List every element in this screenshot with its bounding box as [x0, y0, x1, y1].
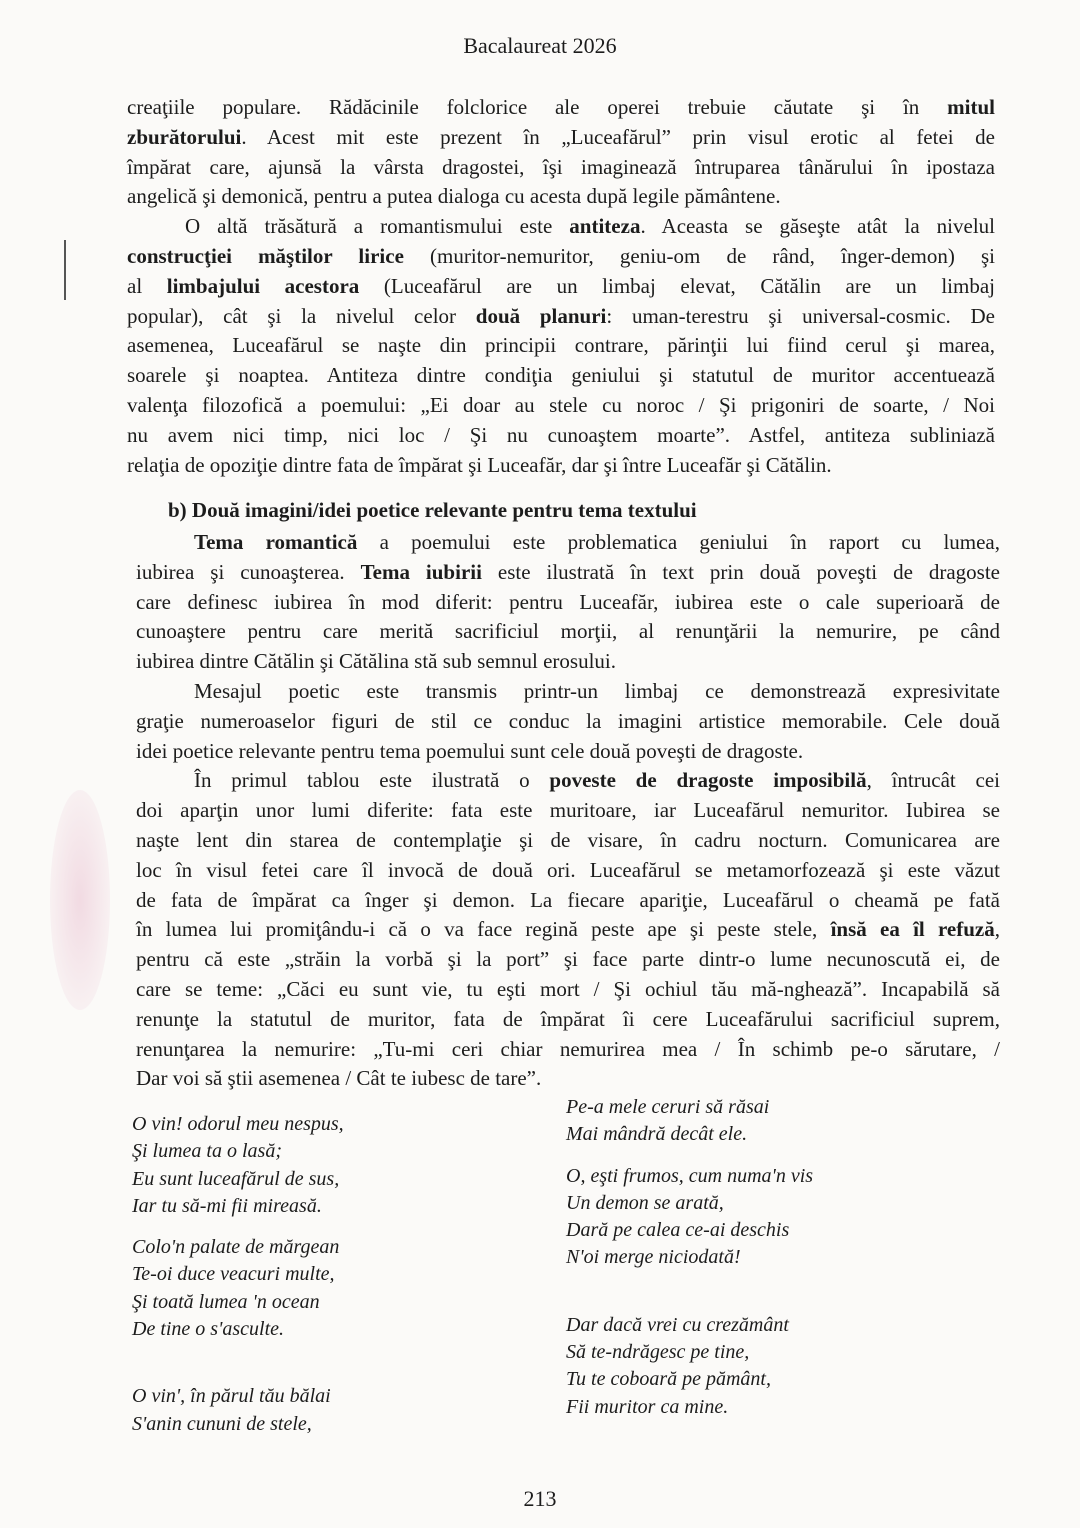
- text-segment: renunţe la statutul de muritor, fata de împărat îi cere Luceafărului sacrificiul suprem,: [136, 1006, 1000, 1031]
- poem-verse: S'anin cununi de stele,: [132, 1412, 312, 1435]
- text-line: [136, 945, 1000, 975]
- text-segment: (muritor-nemuritor, geniu-om de rând, înger-demon) şi: [403, 243, 995, 268]
- text-line: [136, 886, 1000, 916]
- poem-verse: Fii muritor ca mine.: [566, 1395, 729, 1418]
- poem-verse: Te-oi duce veacuri multe,: [132, 1263, 335, 1286]
- bold-term: Tema iubirii: [360, 559, 482, 584]
- text-segment: : uman-terestru şi universal-cosmic. De: [606, 303, 995, 328]
- text-segment: popular), cât şi la nivelul celor: [127, 303, 476, 328]
- text-segment: iubirea dintre Cătălin şi Cătălina stă sub semnul erosului.: [136, 649, 616, 674]
- text-line: [127, 272, 995, 302]
- text-segment: loc în visul fetei care îl invocă de două ori. Luceafărul se metamorfozează şi este văzut: [136, 857, 1000, 882]
- poem-verse: N'oi merge niciodată!: [566, 1246, 741, 1269]
- text-line: [127, 391, 995, 421]
- bold-term: Tema romantică: [194, 530, 358, 554]
- text-line: [127, 123, 995, 153]
- text-segment: împărat care, ajunsă la vârsta dragostei, îşi imaginează întruparea tânărului în ipostaza: [127, 154, 995, 179]
- poem-verse: Şi lumea ta o lasă;: [132, 1140, 282, 1163]
- text-line: [136, 677, 1000, 707]
- text-segment: În primul tablou este ilustrată o: [194, 768, 550, 793]
- text-segment: renunţarea la nemurire: „Tu-mi ceri chiar nemurirea mea / În schimb pe-o sărutare, /: [136, 1036, 1000, 1061]
- text-segment: relaţia de opoziţie dintre fata de împărat şi Luceafăr, dar şi între Luceafăr şi Cătălin.: [127, 452, 832, 477]
- text-line: [136, 647, 1000, 677]
- text-segment: O altă trăsătură a romantismului este: [185, 214, 570, 239]
- poem-stanza: [566, 1312, 813, 1421]
- text-segment: . Aceasta se găseşte atât la nivelul: [640, 214, 995, 239]
- text-line: [127, 302, 995, 332]
- text-segment: care se teme: „Căci eu sunt vie, tu eşti mort / Şi ochiul tău mă-nghează”. Incapabilă să: [136, 976, 1000, 1001]
- text-segment: soarele şi noaptea. Antiteza dintre condiţia geniului şi statutul de muritor accentuează: [127, 363, 995, 388]
- text-line: [136, 588, 1000, 618]
- text-segment: care definesc iubirea în mod diferit: pentru Luceafăr, iubirea este o cale superioară de: [136, 589, 1000, 614]
- poem-verse: Un demon se arată,: [566, 1191, 724, 1214]
- text-segment: nu avem nici timp, nici loc / Şi nu cunoaştem moarte”. Astfel, antiteza subliniază: [127, 422, 995, 447]
- text-segment: a poemului este problematica geniului în raport cu lumea,: [357, 530, 1001, 554]
- bold-term: mitul: [947, 95, 995, 119]
- text-line: [127, 361, 995, 391]
- text-line: [136, 1064, 1000, 1094]
- poem-stanza: [132, 1234, 344, 1343]
- text-line: [136, 707, 1000, 737]
- text-line: [127, 212, 995, 242]
- text-segment: este ilustrată în text prin două poveşti de dragoste: [481, 559, 1000, 584]
- text-segment: cunoaştere pentru care merită sacrificiul morţii, al renunţării la nemurire, pe când: [136, 619, 1000, 644]
- bold-term: însă ea îl refuză: [830, 917, 995, 942]
- text-line: [136, 856, 1000, 886]
- text-segment: iubirea şi cunoaşterea.: [136, 559, 361, 584]
- page-stain: [50, 790, 110, 1010]
- text-segment: în lumea lui promiţându-i că o va face regină peste ape şi peste stele,: [136, 917, 831, 942]
- text-line: [127, 93, 995, 123]
- text-segment: ,: [994, 917, 1000, 942]
- text-block-romanticism: [127, 93, 995, 480]
- text-line: [136, 737, 1000, 767]
- poem-left-column: [132, 1111, 344, 1438]
- poem-verse: De tine o s'asculte.: [132, 1318, 285, 1341]
- text-line: [127, 421, 995, 451]
- poem-verse: Iar tu să-mi fii mireasă.: [132, 1194, 322, 1217]
- text-segment: Mesajul poetic este transmis printr-un limbaj ce demonstrează expresivitate: [194, 678, 1000, 703]
- text-segment: graţie numeroaselor figuri de stil ce conduc la imagini artistice memorabile. Cele două: [136, 708, 1000, 733]
- text-line: [136, 766, 1000, 796]
- page-number: 213: [523, 1486, 557, 1511]
- text-segment: angelică şi demonică, pentru a putea dialoga cu acesta după legile pământene.: [127, 184, 781, 209]
- text-segment: (Luceafărul are un limbaj elevat, Cătălin are un limbaj: [359, 273, 995, 298]
- poem-right-column: [566, 1094, 813, 1421]
- text-line: [136, 558, 1000, 588]
- poem-verse: Dară pe calea ce-ai deschis: [566, 1219, 790, 1242]
- text-segment: Dar voi să ştii asemenea / Cât te iubesc de tare”.: [136, 1066, 542, 1091]
- poem-stanza: [132, 1383, 344, 1438]
- text-line: [127, 182, 995, 212]
- poem-verse: O vin', în părul tău bălai: [132, 1385, 331, 1408]
- poem-stanza: [132, 1111, 344, 1220]
- section-b-heading: b) Două imagini/idei poetice relevante pentru tema textului: [168, 498, 697, 522]
- poem-stanza: [566, 1094, 813, 1149]
- text-line: [136, 1005, 1000, 1035]
- poem-verse: O, eşti frumos, cum numa'n vis: [566, 1164, 814, 1187]
- bold-term: zburătorului: [127, 124, 242, 149]
- poem-verse: Dar dacă vrei cu crezământ: [566, 1313, 789, 1336]
- poem-verse: Şi toată lumea 'n ocean: [132, 1290, 320, 1313]
- bold-term: poveste de dragoste imposibilă: [549, 768, 867, 793]
- text-line: [136, 975, 1000, 1005]
- text-block-poetic-ideas: [136, 528, 1000, 1094]
- poem-verse: O vin! odorul meu nespus,: [132, 1113, 344, 1135]
- text-segment: valenţa filozofică a poemului: „Ei doar au stele cu noroc / Şi prigoniri de soarte, / Noi: [127, 392, 995, 417]
- text-line: [127, 153, 995, 183]
- text-segment: creaţiile populare. Rădăcinile folclorice ale operei trebuie căutate şi în: [127, 95, 948, 119]
- bold-term: limbajului acestora: [166, 273, 360, 298]
- text-line: [127, 242, 995, 272]
- poem-verse: Tu te coboară pe pământ,: [566, 1368, 771, 1391]
- text-line: [127, 451, 995, 481]
- running-header: Bacalaureat 2026: [463, 33, 617, 58]
- text-line: [136, 1035, 1000, 1065]
- text-line: [136, 796, 1000, 826]
- text-segment: pentru că este „străin la vorbă şi la port” şi face parte dintr-o lume necunoscută ei, de: [136, 947, 1000, 972]
- text-segment: al: [127, 273, 167, 298]
- bold-term: construcţiei măştilor lirice: [127, 243, 404, 268]
- text-segment: naşte lent din starea de contemplaţie şi de visare, în cadru nocturn. Comunicarea are: [136, 827, 1000, 852]
- text-segment: doi aparţin unor lumi diferite: fata este muritoare, iar Luceafărul nemuritor. Iubirea se: [136, 798, 1000, 823]
- text-line: [127, 331, 995, 361]
- poem-verse: Să te-ndrăgesc pe tine,: [566, 1341, 750, 1364]
- text-line: [136, 617, 1000, 647]
- bold-term: două planuri: [475, 303, 607, 328]
- text-segment: asemenea, Luceafărul se naşte din principii contrare, părinţii lui fiind cerul şi marea,: [127, 333, 995, 358]
- poem-verse: Pe-a mele ceruri să răsai: [566, 1096, 770, 1118]
- margin-pencil-mark: [64, 240, 66, 300]
- text-line: [136, 528, 1000, 558]
- bold-term: antiteza: [569, 214, 641, 239]
- text-line: [136, 915, 1000, 945]
- text-segment: de fata de împărat ca înger şi demon. La fiecare apariţie, Luceafărul o cheamă pe fată: [136, 887, 1000, 912]
- poem-stanza: [566, 1163, 813, 1272]
- poem-verse: Colo'n palate de mărgean: [132, 1236, 340, 1259]
- text-segment: , întrucât cei: [866, 768, 1000, 793]
- text-line: [136, 826, 1000, 856]
- poem-verse: Eu sunt luceafărul de sus,: [132, 1167, 340, 1190]
- text-segment: idei poetice relevante pentru tema poemului sunt cele două poveşti de dragoste.: [136, 738, 804, 763]
- text-segment: . Acest mit este prezent în „Luceafărul” prin visul erotic al fetei de: [241, 124, 995, 149]
- poem-verse: Mai mândră decât ele.: [566, 1123, 748, 1146]
